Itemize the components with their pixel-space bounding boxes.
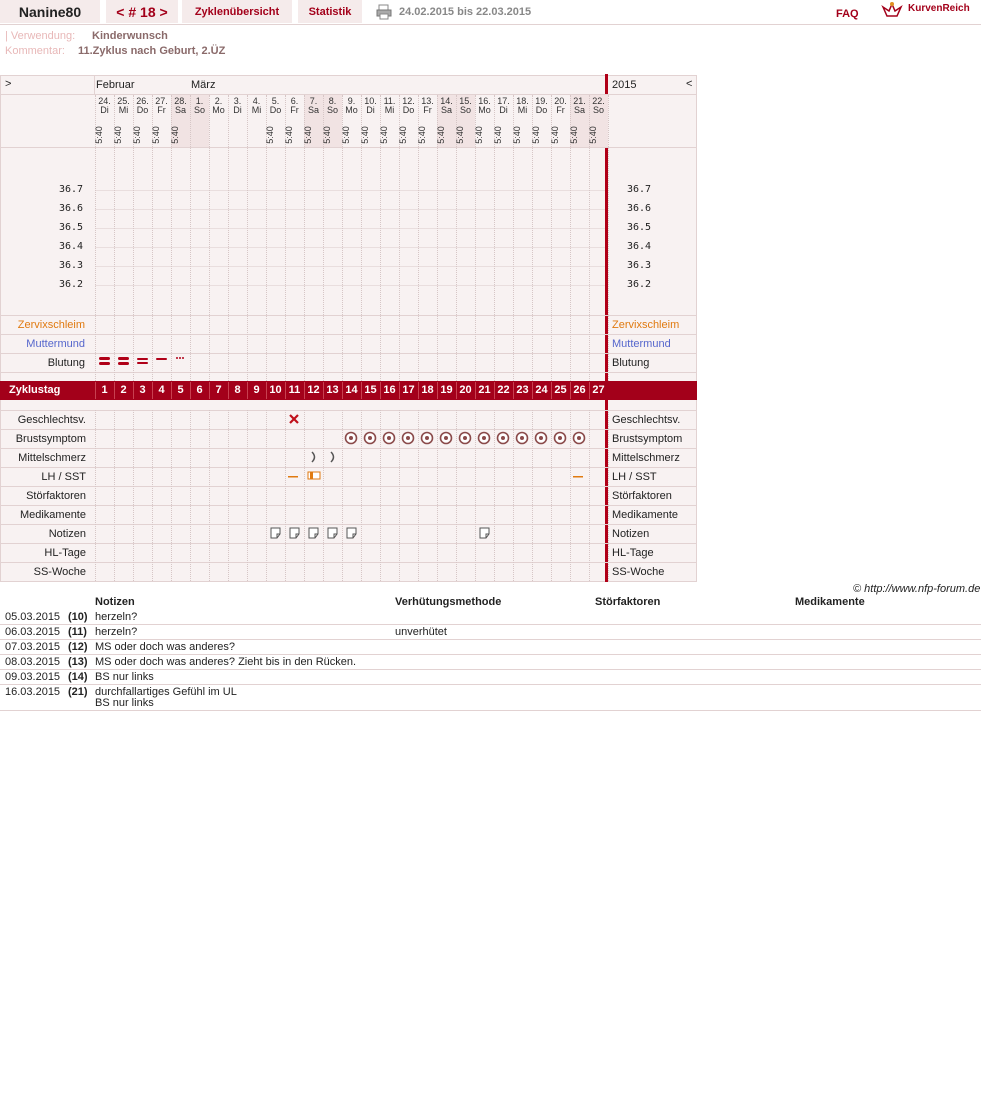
- day-divider: [380, 410, 381, 581]
- month-mar: März: [191, 79, 216, 91]
- intercourse-icon[interactable]: [288, 413, 300, 425]
- day-divider: [399, 410, 400, 581]
- cycle-day-number: 24: [535, 384, 548, 396]
- measure-time-text: 5:40: [378, 126, 389, 144]
- day-divider: [95, 410, 96, 581]
- day-divider: [551, 410, 552, 581]
- day-date: 5.: [271, 96, 280, 106]
- row-label-left: Notizen: [48, 528, 86, 540]
- cycle-day-number: 9: [253, 384, 260, 396]
- row-label-right: Brustsymptom: [612, 433, 683, 445]
- day-date: 21.: [573, 96, 586, 106]
- cycle-day-divider: [361, 382, 362, 399]
- row-label-right: Mittelschmerz: [612, 452, 680, 464]
- day-weekday: So: [592, 105, 604, 115]
- cycle-day-divider: [209, 382, 210, 399]
- day-divider: [608, 410, 609, 581]
- measure-time-text: 5:40: [359, 126, 370, 144]
- cycle-nav[interactable]: < # 18 >: [106, 0, 178, 23]
- measure-time-text: 5:40: [283, 126, 294, 144]
- row-label-left: Geschlechtsv.: [17, 414, 86, 426]
- row-divider: [1, 467, 696, 468]
- day-date: 8.: [328, 96, 337, 106]
- cycle-day-divider: [285, 382, 286, 399]
- day-date: 25.: [117, 96, 130, 106]
- measure-time-text: 5:40: [549, 126, 560, 144]
- day-weekday: Mi: [384, 105, 395, 115]
- measure-time-text: 5:40: [169, 126, 180, 144]
- breast-symptom-icon[interactable]: [344, 431, 358, 445]
- cycle-day-divider: [570, 382, 571, 399]
- year-label: 2015: [612, 79, 637, 91]
- note-text: durchfallartiges Gefühl im UL: [95, 686, 237, 698]
- username: Nanine80: [0, 0, 100, 23]
- row-label-left: LH / SST: [41, 471, 86, 483]
- top-bar: [0, 0, 981, 25]
- note-text: herzeln?: [95, 611, 138, 623]
- temp-label-right: 36.5: [627, 222, 652, 233]
- day-date: 16.: [478, 96, 491, 106]
- row-divider: [1, 429, 696, 430]
- breast-symptom-icon[interactable]: [572, 431, 586, 445]
- comment-label: Kommentar:: [5, 45, 65, 57]
- day-divider: [418, 410, 419, 581]
- day-divider: [570, 410, 571, 581]
- note-date: 06.03.2015: [5, 626, 61, 638]
- cycle-day-divider: [551, 382, 552, 399]
- row-label-left: Muttermund: [26, 338, 85, 350]
- day-weekday: So: [193, 105, 205, 115]
- note-date: 16.03.2015: [5, 686, 61, 698]
- day-date: 10.: [364, 96, 377, 106]
- day-date: 4.: [252, 96, 261, 106]
- breast-symptom-icon[interactable]: [420, 431, 434, 445]
- row-label-right: LH / SST: [612, 471, 657, 483]
- day-date: 22.: [592, 96, 605, 106]
- day-divider: [209, 410, 210, 581]
- cycle-day-divider: [190, 382, 191, 399]
- cycle-day-number: 8: [234, 384, 241, 396]
- day-weekday: Fr: [157, 105, 166, 115]
- cycle-day-divider: [95, 382, 96, 399]
- day-weekday: Mi: [517, 105, 528, 115]
- measure-time-text: 5:40: [321, 126, 332, 144]
- print-icon[interactable]: [376, 4, 392, 20]
- measure-time-text: 5:40: [93, 126, 104, 144]
- cycle-day-divider: [228, 382, 229, 399]
- cycle-day-label: Zyklustag: [9, 384, 61, 396]
- row-label-right: HL-Tage: [612, 547, 654, 559]
- cycle-day-number: 16: [383, 384, 396, 396]
- day-date: 24.: [98, 96, 111, 106]
- temp-label-right: 36.6: [627, 203, 652, 214]
- breast-symptom-icon[interactable]: [458, 431, 472, 445]
- day-divider: [342, 410, 343, 581]
- cycle-day-number: 21: [478, 384, 491, 396]
- note-icon[interactable]: [479, 527, 491, 540]
- day-weekday: Di: [233, 105, 242, 115]
- day-date: 26.: [136, 96, 149, 106]
- measure-time: [210, 124, 229, 146]
- cycle-day-divider: [152, 382, 153, 399]
- row-divider: [1, 410, 696, 411]
- day-divider: [361, 410, 362, 581]
- day-weekday: Mi: [118, 105, 129, 115]
- day-divider: [133, 410, 134, 581]
- note-cycle-day: (10): [68, 611, 88, 623]
- breast-symptom-icon[interactable]: [382, 431, 396, 445]
- cycle-day-divider: [589, 382, 590, 399]
- cycle-day-divider: [513, 382, 514, 399]
- cycle-day-divider: [532, 382, 533, 399]
- row-divider: [1, 486, 696, 487]
- row-divider: [1, 94, 696, 95]
- note-text: MS oder doch was anderes?: [95, 641, 236, 653]
- lh-test-icon[interactable]: [288, 472, 300, 480]
- row-label-right: SS-Woche: [612, 566, 665, 578]
- day-divider: [589, 410, 590, 581]
- row-label-right: Notizen: [612, 528, 650, 540]
- cycle-day-divider: [456, 382, 457, 399]
- day-divider: [114, 410, 115, 581]
- day-weekday: So: [459, 105, 471, 115]
- row-label-left: HL-Tage: [44, 547, 86, 559]
- tab-statistics[interactable]: Statistik: [298, 0, 362, 23]
- mittelschmerz-icon[interactable]: [309, 450, 319, 464]
- cycle-day-number: 27: [592, 384, 605, 396]
- row-divider: [1, 315, 696, 316]
- month-feb: Februar: [96, 79, 135, 91]
- row-label-left: Medikamente: [19, 509, 86, 521]
- breast-symptom-icon[interactable]: [477, 431, 491, 445]
- day-weekday: Fr: [423, 105, 432, 115]
- crown-logo-icon: [881, 1, 903, 19]
- measure-time-text: 5:40: [416, 126, 427, 144]
- row-divider: [1, 372, 696, 373]
- day-date: 18.: [516, 96, 529, 106]
- day-date: 3.: [233, 96, 242, 106]
- measure-time-text: 5:40: [492, 126, 503, 144]
- row-label-left: Blutung: [47, 357, 85, 369]
- day-date: 14.: [440, 96, 453, 106]
- measure-time: [587, 124, 609, 146]
- day-divider: [285, 410, 286, 581]
- breast-symptom-icon[interactable]: [363, 431, 377, 445]
- cycle-day-divider: [133, 382, 134, 399]
- faq-link[interactable]: FAQ: [836, 8, 859, 20]
- cycle-day-divider: [399, 382, 400, 399]
- measure-time-text: 5:40: [302, 126, 313, 144]
- cycle-day-number: 6: [196, 384, 203, 396]
- day-date: 11.: [383, 96, 396, 106]
- row-label-right: Medikamente: [612, 509, 679, 521]
- header-notes: Notizen: [95, 596, 135, 608]
- day-weekday: Do: [402, 105, 415, 115]
- note-row: [0, 609, 981, 625]
- cycle-day-divider: [494, 382, 495, 399]
- note-text: herzeln?: [95, 626, 138, 638]
- cycle-day-number: 2: [120, 384, 127, 396]
- usage-label: | Verwendung:: [5, 30, 76, 42]
- day-divider: [456, 410, 457, 581]
- day-divider: [190, 410, 191, 581]
- date-range: 24.02.2015 bis 22.03.2015: [399, 6, 532, 18]
- cycle-day-number: 4: [158, 384, 165, 396]
- note-text: BS nur links: [95, 697, 154, 709]
- nav-prev[interactable]: >: [5, 78, 12, 90]
- row-label-right: Muttermund: [612, 338, 671, 350]
- cycle-day-number: 20: [459, 384, 472, 396]
- row-divider: [1, 147, 696, 148]
- row-divider: [1, 448, 696, 449]
- note-date: 08.03.2015: [5, 656, 61, 668]
- measure-time-text: 5:40: [454, 126, 465, 144]
- day-divider: [228, 410, 229, 581]
- row-label-left: Zervixschleim: [17, 319, 85, 331]
- cycle-day-divider: [342, 382, 343, 399]
- usage-value: Kinderwunsch: [92, 30, 168, 42]
- day-weekday: Do: [269, 105, 282, 115]
- cycle-day-number: 25: [554, 384, 567, 396]
- cycle-day-divider: [304, 382, 305, 399]
- day-divider: [513, 410, 514, 581]
- temp-label-right: 36.3: [627, 260, 652, 271]
- day-divider: [323, 410, 324, 581]
- measure-time-text: 5:40: [112, 126, 123, 144]
- day-weekday: Di: [366, 105, 375, 115]
- temp-label-left: 36.4: [59, 241, 84, 252]
- comment-value: 11.Zyklus nach Geburt, 2.ÜZ: [78, 45, 226, 57]
- measure-time: [169, 124, 191, 146]
- row-label-right: Blutung: [612, 357, 650, 369]
- cycle-day-number: 10: [269, 384, 282, 396]
- header-medication: Medikamente: [795, 596, 865, 608]
- note-date: 07.03.2015: [5, 641, 61, 653]
- measure-time: [191, 124, 210, 146]
- nav-next[interactable]: <: [686, 78, 693, 90]
- day-weekday: Mi: [251, 105, 262, 115]
- cycle-day-divider: [437, 382, 438, 399]
- row-label-left: Störfaktoren: [26, 490, 86, 502]
- cycle-day-number: 15: [364, 384, 377, 396]
- measure-time-text: 5:40: [131, 126, 142, 144]
- breast-symptom-icon[interactable]: [401, 431, 415, 445]
- day-date: 7.: [309, 96, 318, 106]
- row-label-right: Störfaktoren: [612, 490, 672, 502]
- cycle-day-number: 19: [440, 384, 453, 396]
- cycle-day-divider: [266, 382, 267, 399]
- header-divider: [94, 75, 95, 95]
- temp-label-right: 36.2: [627, 279, 652, 290]
- note-cycle-day: (11): [68, 626, 87, 638]
- measure-time: [229, 124, 248, 146]
- measure-time-text: 5:40: [397, 126, 408, 144]
- measure-time-text: 5:40: [511, 126, 522, 144]
- note-row: [0, 624, 981, 640]
- day-date: 13.: [421, 96, 434, 106]
- lh-test-icon[interactable]: [307, 470, 323, 482]
- breast-symptom-icon[interactable]: [439, 431, 453, 445]
- day-weekday: So: [326, 105, 338, 115]
- day-divider: [494, 410, 495, 581]
- row-divider: [1, 353, 696, 354]
- measure-time-text: 5:40: [587, 126, 598, 144]
- temp-label-left: 36.3: [59, 260, 84, 271]
- cycle-day-number: 17: [402, 384, 415, 396]
- day-divider: [437, 410, 438, 581]
- breast-symptom-icon[interactable]: [534, 431, 548, 445]
- day-date: 12.: [402, 96, 415, 106]
- mittelschmerz-icon[interactable]: [328, 450, 338, 464]
- tab-cycle-overview[interactable]: Zyklenübersicht: [182, 0, 292, 23]
- measure-time-text: 5:40: [340, 126, 351, 144]
- day-weekday: Mo: [345, 105, 358, 115]
- day-weekday: Di: [499, 105, 508, 115]
- note-icon[interactable]: [327, 527, 339, 540]
- temp-label-left: 36.5: [59, 222, 84, 233]
- note-icon[interactable]: [270, 527, 282, 540]
- cycle-day-number: 12: [307, 384, 320, 396]
- day-divider: [171, 410, 172, 581]
- day-divider: [304, 410, 305, 581]
- temp-label-right: 36.4: [627, 241, 652, 252]
- breast-symptom-icon[interactable]: [515, 431, 529, 445]
- day-weekday: Sa: [440, 105, 452, 115]
- day-divider: [247, 410, 248, 581]
- cycle-day-divider: [475, 382, 476, 399]
- row-divider: [1, 562, 696, 563]
- breast-symptom-icon[interactable]: [496, 431, 510, 445]
- row-label-left: Brustsymptom: [15, 433, 86, 445]
- day-weekday: Di: [100, 105, 109, 115]
- header-disturbances: Störfaktoren: [595, 596, 661, 608]
- temp-label-left: 36.7: [59, 184, 84, 195]
- cycle-day-number: 23: [516, 384, 529, 396]
- cycle-day-number: 14: [345, 384, 358, 396]
- cycle-day-number: 7: [215, 384, 222, 396]
- note-icon[interactable]: [289, 527, 301, 540]
- note-date: 05.03.2015: [5, 611, 61, 623]
- row-label-left: Mittelschmerz: [18, 452, 86, 464]
- note-text: MS oder doch was anderes? Zieht bis in den Rücken.: [95, 656, 357, 668]
- temp-label-left: 36.2: [59, 279, 84, 290]
- measure-time-text: 5:40: [150, 126, 161, 144]
- day-date: 1.: [195, 96, 204, 106]
- day-divider: [532, 410, 533, 581]
- bleeding-icon[interactable]: [134, 355, 151, 367]
- day-date: 15.: [459, 96, 472, 106]
- day-weekday: Mo: [212, 105, 225, 115]
- cycle-day-divider: [380, 382, 381, 399]
- header-method: Verhütungsmethode: [395, 596, 502, 608]
- cycle-day-number: 26: [573, 384, 586, 396]
- day-date: 28.: [174, 96, 187, 106]
- brand-logo[interactable]: KurvenReich: [908, 3, 970, 14]
- day-date: 19.: [535, 96, 548, 106]
- cycle-day-divider: [323, 382, 324, 399]
- cycle-day-divider: [418, 382, 419, 399]
- day-divider: [152, 410, 153, 581]
- measure-time-text: 5:40: [568, 126, 579, 144]
- day-date: 6.: [290, 96, 299, 106]
- day-date: 20.: [554, 96, 567, 106]
- note-method: unverhütet: [395, 626, 447, 638]
- cycle-day-number: 1: [101, 384, 108, 396]
- day-weekday: Fr: [556, 105, 565, 115]
- day-weekday: Sa: [573, 105, 585, 115]
- row-label-left: SS-Woche: [33, 566, 86, 578]
- cycle-day-number: 22: [497, 384, 510, 396]
- copyright: © http://www.nfp-forum.de: [853, 583, 981, 595]
- day-weekday: Sa: [307, 105, 319, 115]
- note-cycle-day: (13): [68, 656, 88, 668]
- day-weekday: Do: [535, 105, 548, 115]
- day-date: 2.: [214, 96, 223, 106]
- note-date: 09.03.2015: [5, 671, 61, 683]
- row-label-right: Zervixschleim: [612, 319, 680, 331]
- measure-time-text: 5:40: [473, 126, 484, 144]
- row-label-right: Geschlechtsv.: [612, 414, 681, 426]
- note-cycle-day: (21): [68, 686, 88, 698]
- day-date: 27.: [155, 96, 168, 106]
- measure-time-text: 5:40: [530, 126, 541, 144]
- note-icon[interactable]: [346, 527, 358, 540]
- temp-label-right: 36.7: [627, 184, 652, 195]
- cycle-day-divider: [171, 382, 172, 399]
- day-weekday: Sa: [174, 105, 186, 115]
- day-divider: [266, 410, 267, 581]
- cycle-day-divider: [114, 382, 115, 399]
- breast-symptom-icon[interactable]: [553, 431, 567, 445]
- day-divider: [475, 410, 476, 581]
- note-cycle-day: (12): [68, 641, 88, 653]
- cycle-day-number: 11: [288, 384, 301, 396]
- cycle-day-number: 3: [139, 384, 146, 396]
- row-divider: [1, 543, 696, 544]
- note-text: BS nur links: [95, 671, 154, 683]
- day-weekday: Fr: [290, 105, 299, 115]
- row-divider: [1, 505, 696, 506]
- bleeding-icon[interactable]: [96, 355, 113, 367]
- measure-time-text: 5:40: [435, 126, 446, 144]
- cycle-day-number: 13: [326, 384, 339, 396]
- row-divider: [1, 334, 696, 335]
- note-icon[interactable]: [308, 527, 320, 540]
- day-date: 17.: [497, 96, 510, 106]
- note-cycle-day: (14): [68, 671, 88, 683]
- cycle-day-number: 5: [177, 384, 184, 396]
- day-weekday: Do: [136, 105, 149, 115]
- bleeding-icon[interactable]: [115, 355, 132, 367]
- row-divider: [1, 524, 696, 525]
- temp-label-left: 36.6: [59, 203, 84, 214]
- cycle-day-number: 18: [421, 384, 434, 396]
- day-date: 9.: [347, 96, 356, 106]
- lh-test-icon[interactable]: [573, 472, 585, 480]
- measure-time-text: 5:40: [264, 126, 275, 144]
- day-weekday: Mo: [478, 105, 491, 115]
- bleeding-icon[interactable]: [153, 355, 170, 367]
- cycle-day-divider: [247, 382, 248, 399]
- bleeding-icon[interactable]: [172, 355, 189, 367]
